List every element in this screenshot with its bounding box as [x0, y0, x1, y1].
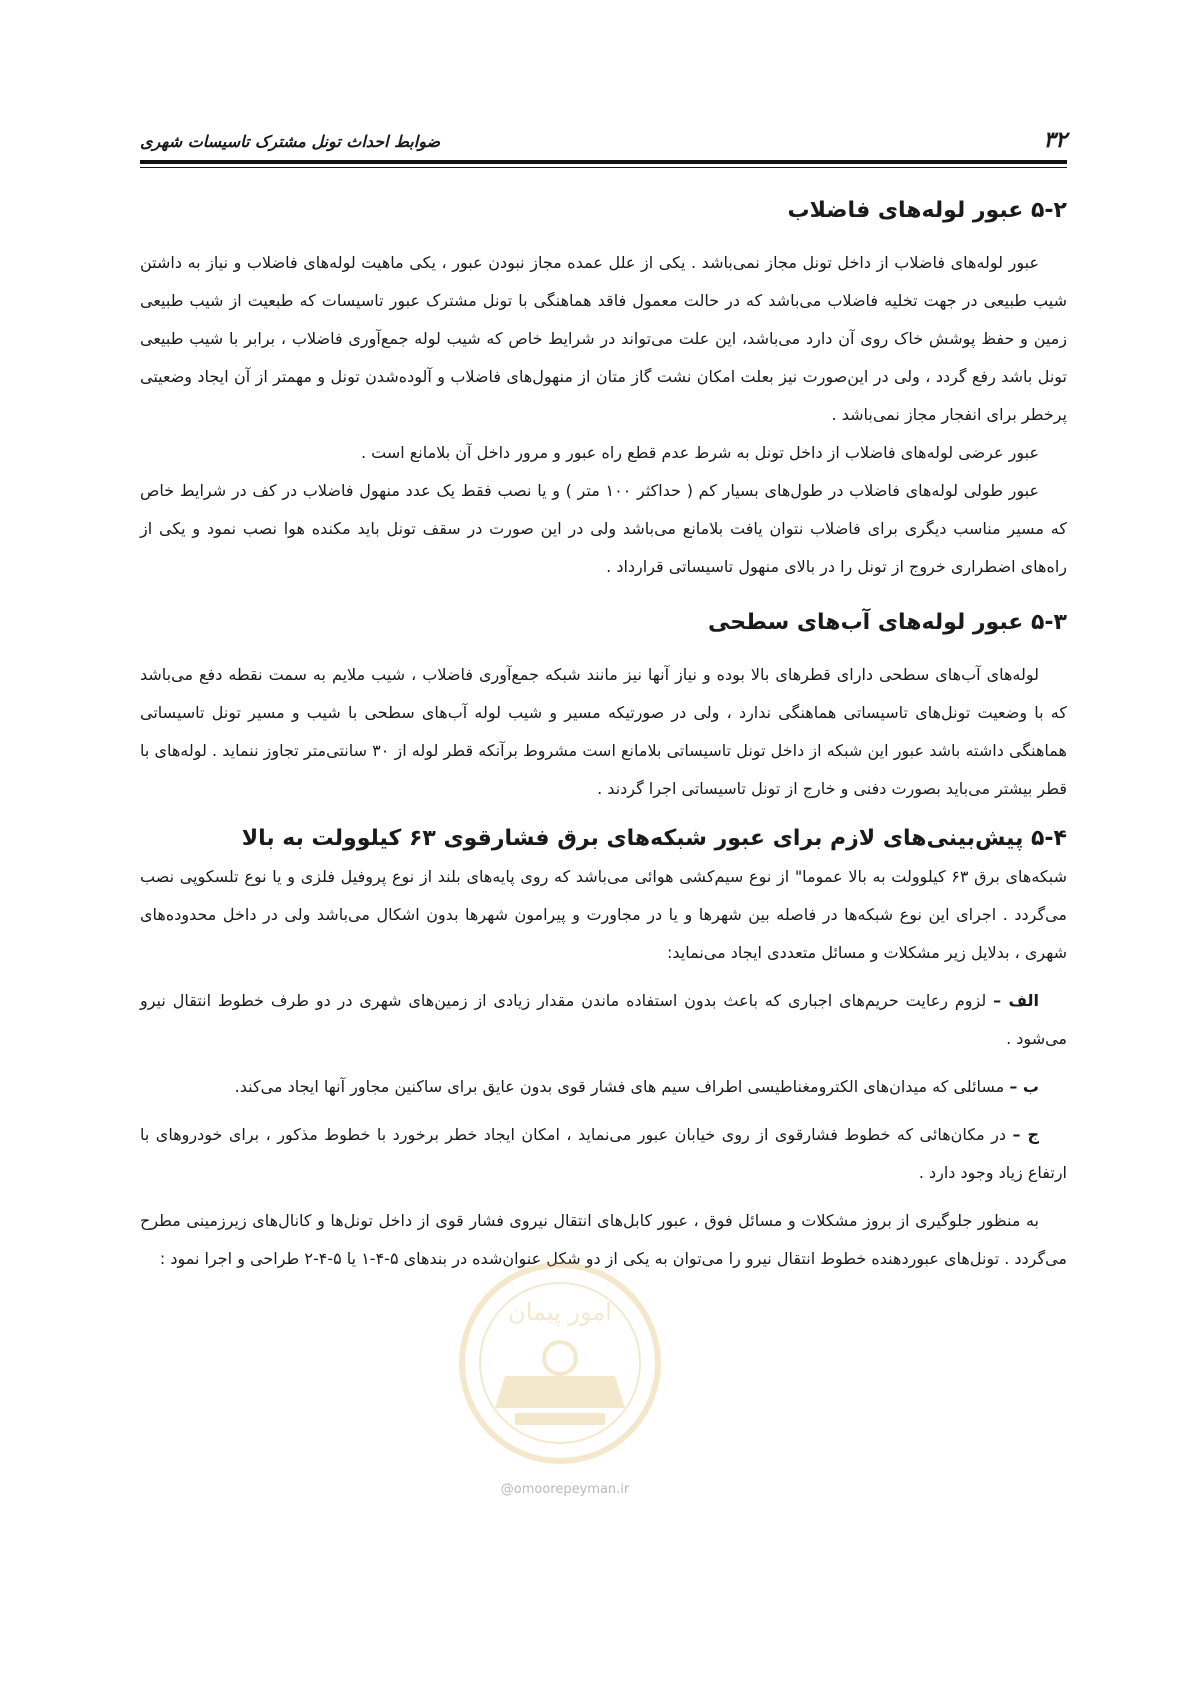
watermark-url: @omoorepeyman.ir — [500, 1482, 630, 1497]
paragraph: شبکه‌های برق ۶۳ کیلوولت به بالا عموما" از نوع سیم‌کشی هوائی می‌باشد که روی پایه‌های بلند از نوع پروفیل فلزی و یا نوع تلسکوپی نصب می‌گردد . اجرای این نوع شبکه‌ها در فاصله بین شهرها و یا در مجاورت و پیرامون شهرها بدون اشکال می‌باشد ولی در داخل محدوده‌های شهری ، بدلایل زیر مشکلات و مسائل متعددی ایجاد می‌نماید: — [140, 867, 1067, 962]
paragraph: عبور لوله‌های فاضلاب از داخل تونل مجاز نمی‌باشد . یکی از علل عمده مجاز نبودن عبور ، یکی ماهیت لوله‌های فاضلاب و نیاز به داشتن شیب طبیعی در جهت تخلیه فاضلاب می‌باشد که در حالت معمول فاقد هماهنگی با تونل مشترک عبور تاسیسات که طبعیت از شیب طبیعی زمین و حفظ پوشش خاک روی آن دارد می‌باشد، این علت می‌تواند در شرایط خاص که شیب لوله جمع‌آوری فاضلاب ، برابر با شیب طبیعی تونل باشد رفع گردد ، ولی در این‌صورت نیز بعلت امکان نشت گاز متان از منهول‌های فاضلاب و آلوده‌شدن تونل و مهمتر از آن ایجاد وضعیتی پرخطر برای انفجار مجاز نمی‌باشد . — [140, 253, 1067, 424]
list-item — [140, 1116, 1067, 1192]
paragraph: عبور عرضی لوله‌های فاضلاب از داخل تونل به شرط عدم قطع راه عبور و مرور داخل آن بلامانع است . — [360, 443, 1039, 462]
list-item-letter: ج – — [1012, 1125, 1039, 1144]
list-item-letter: الف – — [993, 991, 1039, 1010]
page-number: ۳۲ — [1043, 128, 1067, 153]
section-heading-high-voltage: ۵-۴ پیش‌بینی‌های لازم برای عبور شبکه‌های برق فشارقوی ۶۳ کیلوولت به بالا — [241, 826, 1067, 851]
watermark-logo-text: امور پیمان — [508, 1298, 612, 1326]
watermark-logo — [455, 1258, 665, 1468]
header-rule-thin — [140, 167, 1067, 168]
paragraph: به منظور جلوگیری از بروز مشکلات و مسائل فوق ، عبور کابل‌های انتقال نیروی فشار قوی از داخل تونل‌ها و کانال‌های زیرزمینی مطرح می‌گردد . تونل‌های عبوردهنده خطوط انتقال نیرو را می‌توان به یکی از دو شکل عنوان‌شده در بندهای ۵-۴-۱ یا ۵-۴-۲ طراحی و اجرا نمود : — [140, 1211, 1067, 1268]
list-item — [140, 982, 1067, 1058]
paragraph: لوله‌های آب‌های سطحی دارای قطرهای بالا بوده و نیاز آنها نیز مانند شبکه جمع‌آوری فاضلاب ، شیب ملایم به سمت نقطه دفع می‌باشد که با وضعیت تونل‌های تاسیساتی هماهنگی ندارد ، ولی در صورتیکه مسیر و شیب لوله آب‌های سطحی با شیب و مسیر تونل تاسیساتی هماهنگی داشته باشد عبور این شبکه از داخل تونل تاسیساتی بلامانع است مشروط برآنکه قطر لوله از ۳۰ سانتی‌متر تجاوز ننماید . لوله‌های با قطر بیشتر می‌باید بصورت دفنی و خارج از تونل تاسیساتی اجرا گردند . — [140, 665, 1067, 798]
list-item-text: در مکان‌هائی که خطوط فشارقوی از روی خیابان عبور می‌نماید ، امکان ایجاد خطر برخورد با خطوط مذکور ، برای خودروهای با ارتفاع زیاد وجود دارد . — [140, 1125, 1067, 1182]
header-rule-thick — [140, 160, 1067, 164]
section-heading-sewage: ۵-۲ عبور لوله‌های فاضلاب — [787, 198, 1067, 223]
section-heading-surface-water: ۵-۳ عبور لوله‌های آب‌های سطحی — [708, 610, 1067, 635]
paragraph: عبور طولی لوله‌های فاضلاب در طول‌های بسیار کم ( حداکثر ۱۰۰ متر ) و یا نصب فقط یک عدد منهول فاضلاب در کف در شرایط خاص که مسیر مناسب دیگری برای فاضلاب نتوان یافت بلامانع می‌باشد ولی در این صورت در سقف تونل باید مکنده هوا نصب نمود و یکی از راه‌های اضطراری خروج از تونل را در بالای منهول تاسیساتی قرارداد . — [140, 481, 1067, 576]
list-item — [140, 1068, 1067, 1106]
list-item-text: مسائلی که میدان‌های الکترومغناطیسی اطراف سیم های فشار قوی بدون عایق برای ساکنین مجاور آنها ایجاد می‌کند. — [234, 1077, 1010, 1096]
list-item-text: لزوم رعایت حریم‌های اجباری که باعث بدون استفاده ماندن مقدار زیادی از زمین‌های شهری در دو طرف خطوط انتقال نیرو می‌شود . — [140, 991, 1067, 1048]
document-body — [140, 192, 1067, 1278]
running-title: ضوابط احداث تونل مشترک تاسیسات شهری — [140, 132, 441, 151]
list-item-letter: ب – — [1009, 1077, 1039, 1096]
